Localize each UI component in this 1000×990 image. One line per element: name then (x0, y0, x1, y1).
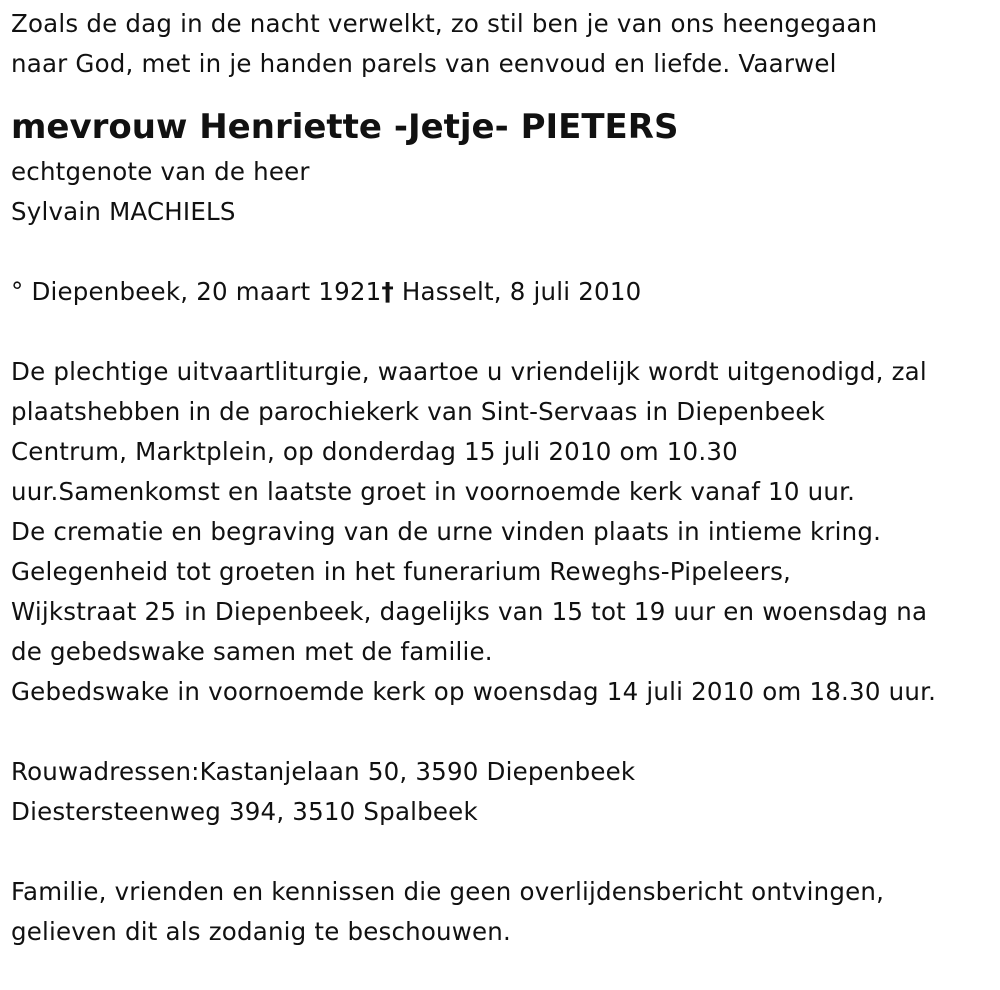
ceremony-line-5: De crematie en begraving van de urne vinden plaats in intieme kring. (11, 517, 882, 546)
ceremony-line-9: Gebedswake in voornoemde kerk op woensdag 14 juli 2010 om 18.30 uur. (11, 677, 937, 706)
obituary-notice (11, 4, 996, 952)
spouse-name: Sylvain MACHIELS (11, 197, 236, 226)
closing-line-1: Familie, vrienden en kennissen die geen overlijdensbericht ontvingen, (11, 877, 885, 906)
ceremony-line-8: de gebedswake samen met de familie. (11, 637, 493, 666)
ceremony-line-1: De plechtige uitvaartliturgie, waartoe u vriendelijk wordt uitgenodigd, zal (11, 357, 927, 386)
spouse-relation: echtgenote van de heer (11, 157, 310, 186)
ceremony-line-6: Gelegenheid tot groeten in het funerarium Reweghs-Pipeleers, (11, 557, 792, 586)
life-dates (11, 272, 996, 312)
ceremony-line-4: uur.Samenkomst en laatste groet in voornoemde kerk vanaf 10 uur. (11, 477, 856, 506)
spacer (11, 832, 996, 872)
death-info: Hasselt, 8 juli 2010 (393, 277, 642, 306)
ceremony-line-3: Centrum, Marktplein, op donderdag 15 juli 2010 om 10.30 (11, 437, 738, 466)
birth-info: ° Diepenbeek, 20 maart 1921 (11, 277, 382, 306)
spacer (11, 312, 996, 352)
address-line-1: Rouwadressen:Kastanjelaan 50, 3590 Diepenbeek (11, 757, 636, 786)
deceased-name: mevrouw Henriette -Jetje- PIETERS (11, 107, 679, 147)
address-line-2: Diestersteenweg 394, 3510 Spalbeek (11, 797, 478, 826)
spacer (11, 712, 996, 752)
spacer (11, 232, 996, 272)
verse-line-2: naar God, met in je handen parels van eenvoud en liefde. Vaarwel (11, 49, 837, 78)
ceremony-line-2: plaatshebben in de parochiekerk van Sint-Servaas in Diepenbeek (11, 397, 826, 426)
closing-line-2: gelieven dit als zodanig te beschouwen. (11, 917, 512, 946)
dagger-icon: † (381, 277, 394, 306)
ceremony-line-7: Wijkstraat 25 in Diepenbeek, dagelijks van 15 tot 19 uur en woensdag na (11, 597, 928, 626)
verse-line-1: Zoals de dag in de nacht verwelkt, zo stil ben je van ons heengegaan (11, 9, 878, 38)
